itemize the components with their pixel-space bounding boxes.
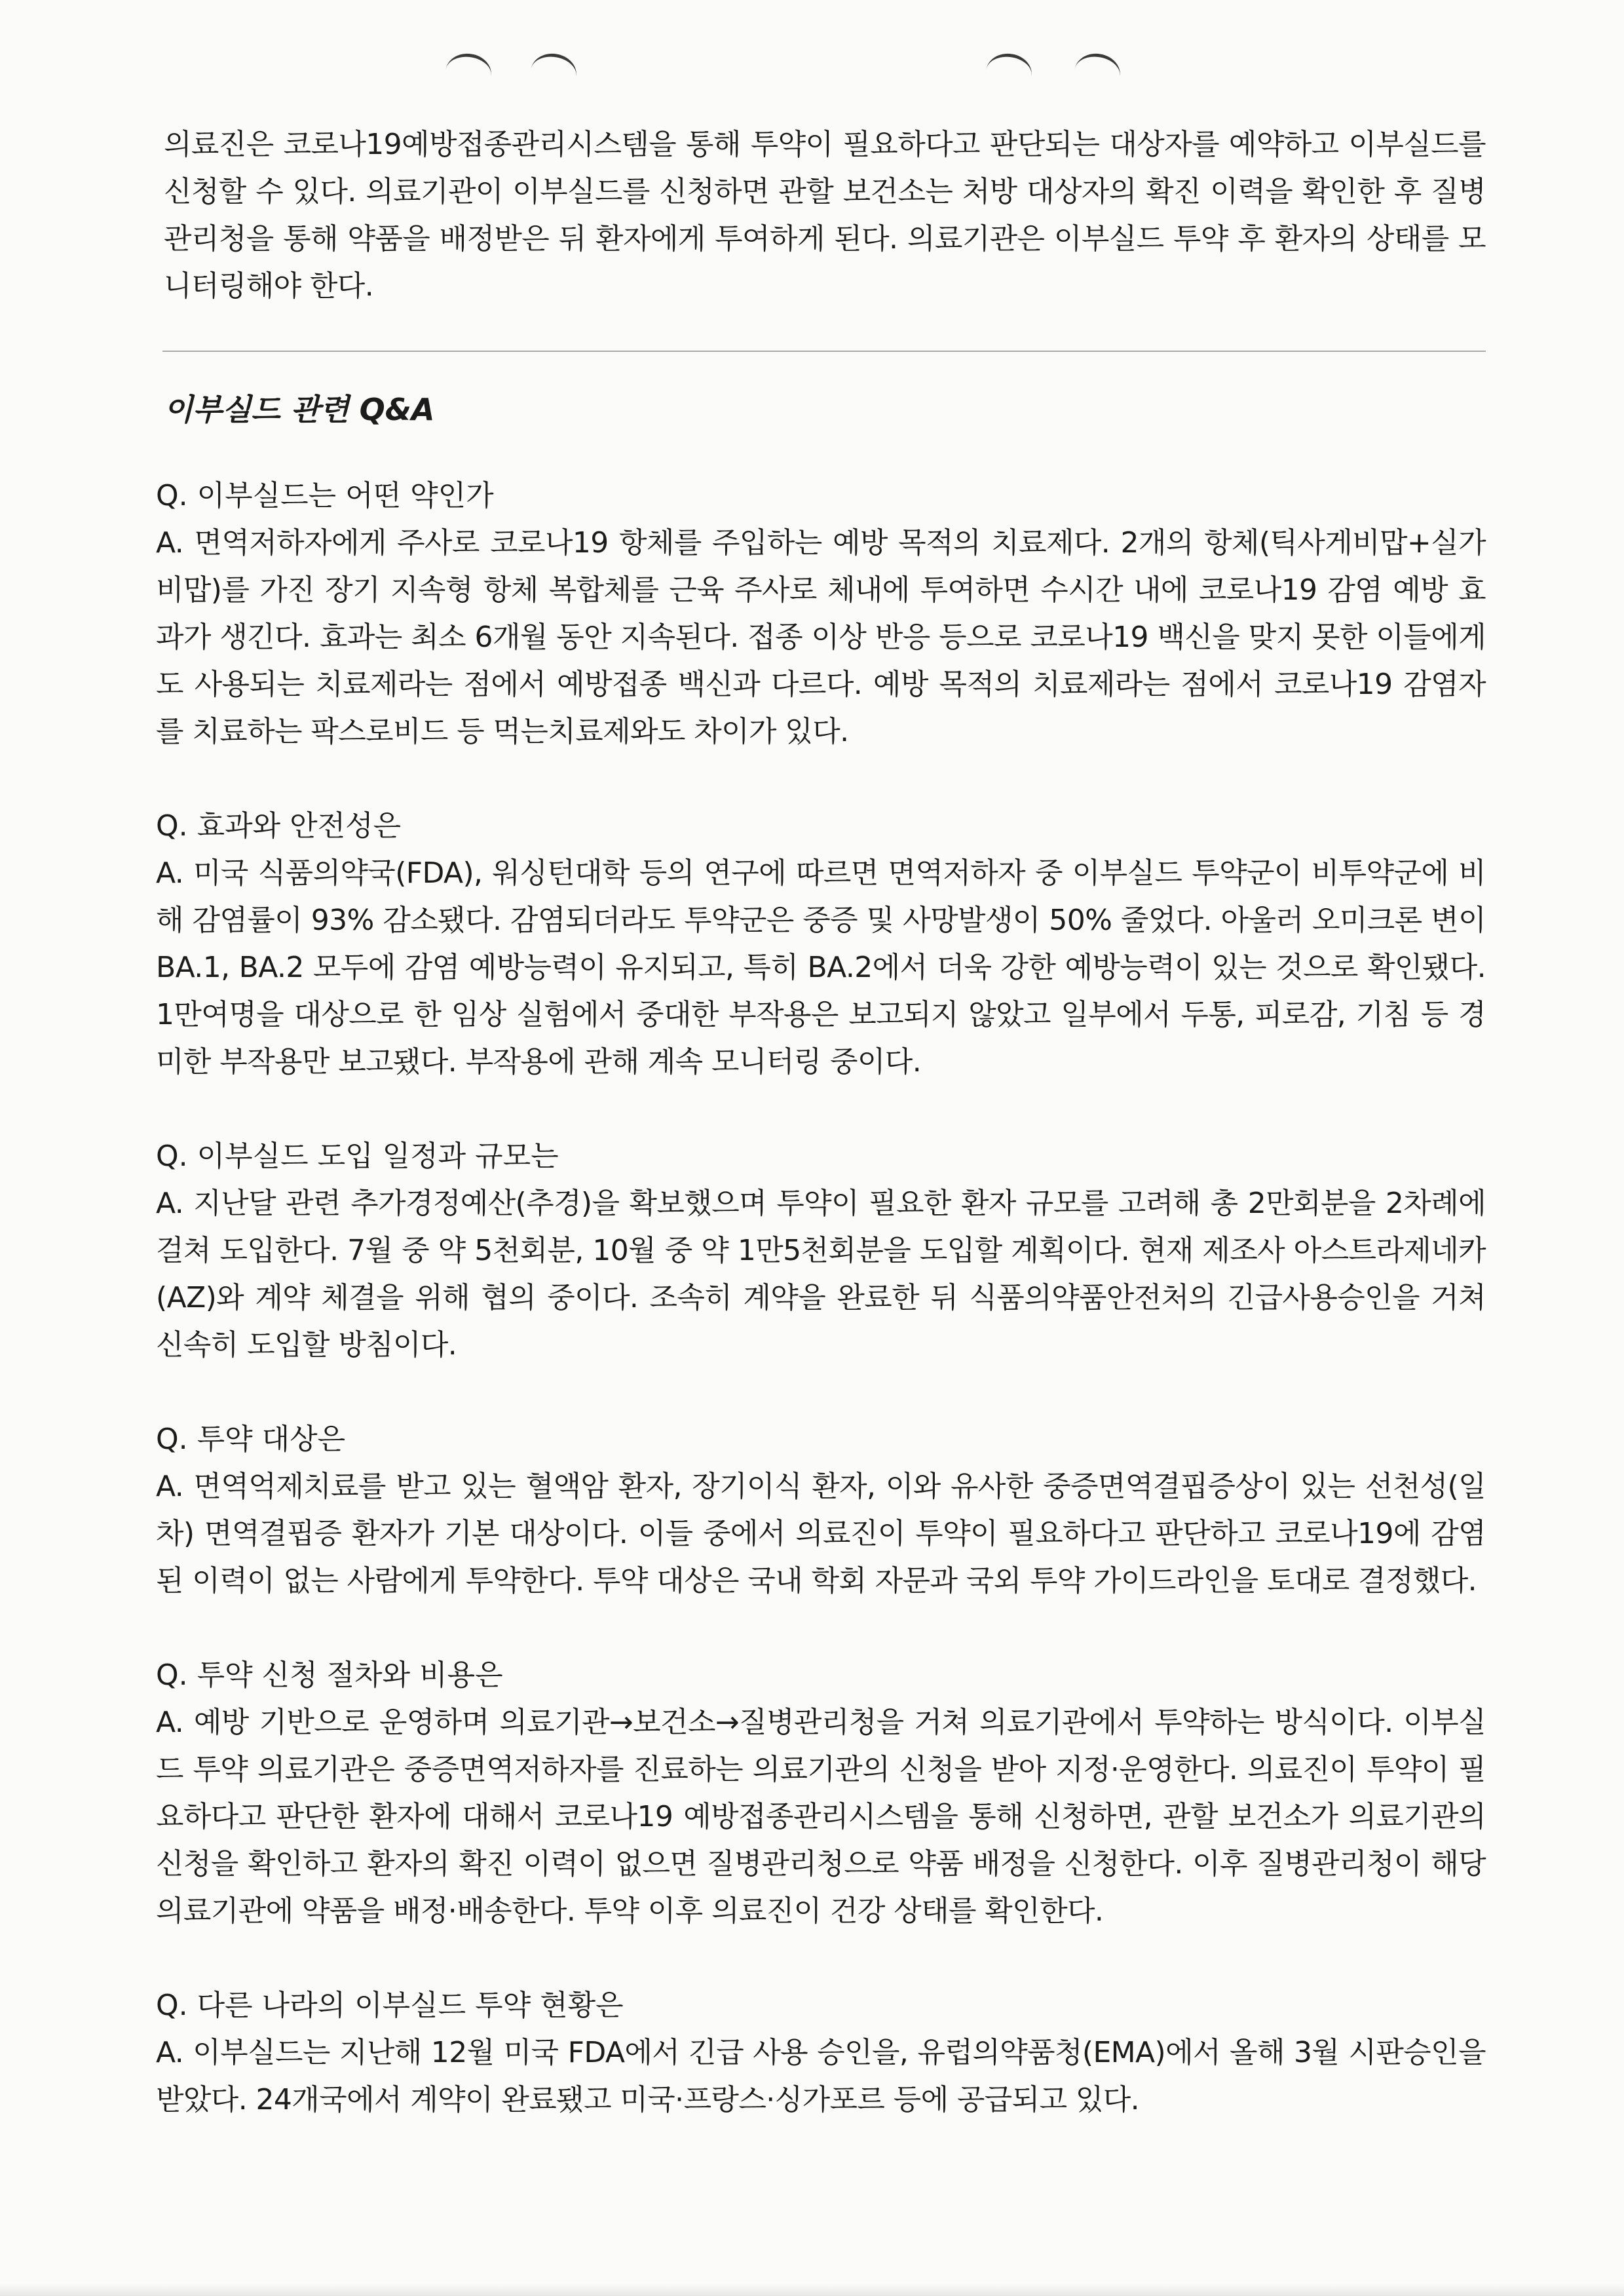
binder-hole-mark: [983, 50, 1034, 95]
question: Q. 투약 대상은: [156, 1423, 346, 1456]
answer: A. 미국 식품의약국(FDA), 워싱턴대학 등의 연구에 따르면 면역저하자 중 이부실드 투약군이 비투약군에 비해 감염률이 93% 감소됐다. 감염되더라도 투약군은 중증 및 사망발생이 50% 줄었다. 아울러 오미크론 변이 BA.1, BA.2 모두에 감염 예방능력이 유지되고, 특히 BA.2에서 더욱 강한 예방능력이 있는 것으로 확인됐다. 1만여명을 대상으로 한 임상 실험에서 중대한 부작용은 보고되지 않았고 일부에서 두통, 피로감, 기침 등 경미한 부작용만 보고됐다. 부작용에 관해 계속 모니터링 중이다.: [156, 856, 1486, 1079]
scan-edge: [0, 2284, 1624, 2296]
qa-item: [149, 472, 1486, 756]
section-title: 이부실드 관련 Q&A: [164, 392, 435, 427]
question: Q. 투약 신청 절차와 비용은: [156, 1658, 503, 1692]
intro-paragraph: 의료진은 코로나19예방접종관리시스템을 통해 투약이 필요하다고 판단되는 대상자를 예약하고 이부실드를 신청할 수 있다. 의료기관이 이부실드를 신청하면 관할 보건소는 처방 대상자의 확진 이력을 확인한 후 질병관리청을 통해 약품을 배정받은 뒤 환자에게 투여하게 된다. 의료기관은 이부실드 투약 후 환자의 상태를 모니터링해야 한다.: [164, 128, 1486, 303]
answer: A. 면역억제치료를 받고 있는 혈액암 환자, 장기이식 환자, 이와 유사한 중증면역결핍증상이 있는 선천성(일차) 면역결핍증 환자가 기본 대상이다. 이들 중에서 의료진이 투약이 필요하다고 판단하고 코로나19에 감염된 이력이 없는 사람에게 투약한다. 투약 대상은 국내 학회 자문과 국외 투약 가이드라인을 토대로 결정했다.: [156, 1470, 1486, 1598]
qa-item: [149, 1652, 1486, 1935]
section-divider: [162, 351, 1486, 352]
qa-item: [149, 803, 1486, 1086]
qa-item: [149, 1982, 1486, 2124]
question: Q. 다른 나라의 이부실드 투약 현황은: [156, 1989, 624, 2022]
question: Q. 이부실드는 어떤 약인가: [156, 479, 494, 512]
binder-hole-mark: [443, 50, 494, 95]
document-page: [149, 121, 1486, 2171]
answer: A. 지난달 관련 추가경정예산(추경)을 확보했으며 투약이 필요한 환자 규모를 고려해 총 2만회분을 2차례에 걸쳐 도입한다. 7월 중 약 5천회분, 10월 중 약 1만5천회분을 도입할 계획이다. 현재 제조사 아스트라제네카(AZ)와 계약 체결을 위해 협의 중이다. 조속히 계약을 완료한 뒤 식품의약품안전처의 긴급사용승인을 거쳐 신속히 도입할 방침이다.: [156, 1187, 1486, 1362]
qa-list: [149, 472, 1486, 2124]
answer: A. 예방 기반으로 운영하며 의료기관→보건소→질병관리청을 거쳐 의료기관에서 투약하는 방식이다. 이부실드 투약 의료기관은 중증면역저하자를 진료하는 의료기관의 신청을 받아 지정·운영한다. 의료진이 투약이 필요하다고 판단한 환자에 대해서 코로나19 예방접종관리시스템을 통해 신청하면, 관할 보건소가 의료기관의 신청을 확인하고 환자의 확진 이력이 없으면 질병관리청으로 약품 배정을 신청한다. 이후 질병관리청이 해당 의료기관에 약품을 배정·배송한다. 투약 이후 의료진이 건강 상태를 확인한다.: [156, 1706, 1486, 1928]
binder-hole-mark: [1071, 50, 1123, 96]
answer: A. 이부실드는 지난해 12월 미국 FDA에서 긴급 사용 승인을, 유럽의약품청(EMA)에서 올해 3월 시판승인을 받았다. 24개국에서 계약이 완료됐고 미국·프랑스·싱가포르 등에 공급되고 있다.: [156, 2036, 1486, 2116]
binder-hole-mark: [527, 50, 579, 96]
qa-item: [149, 1416, 1486, 1605]
qa-item: [149, 1133, 1486, 1369]
answer: A. 면역저하자에게 주사로 코로나19 항체를 주입하는 예방 목적의 치료제다. 2개의 항체(틱사게비맙+실가비맙)를 가진 장기 지속형 항체 복합체를 근육 주사로 체내에 투여하면 수시간 내에 코로나19 감염 예방 효과가 생긴다. 효과는 최소 6개월 동안 지속된다. 접종 이상 반응 등으로 코로나19 백신을 맞지 못한 이들에게도 사용되는 치료제라는 점에서 예방접종 백신과 다르다. 예방 목적의 치료제라는 점에서 코로나19 감염자를 치료하는 팍스로비드 등 먹는치료제와도 차이가 있다.: [156, 526, 1486, 748]
question: Q. 이부실드 도입 일정과 규모는: [156, 1139, 559, 1173]
question: Q. 효과와 안전성은: [156, 809, 402, 843]
